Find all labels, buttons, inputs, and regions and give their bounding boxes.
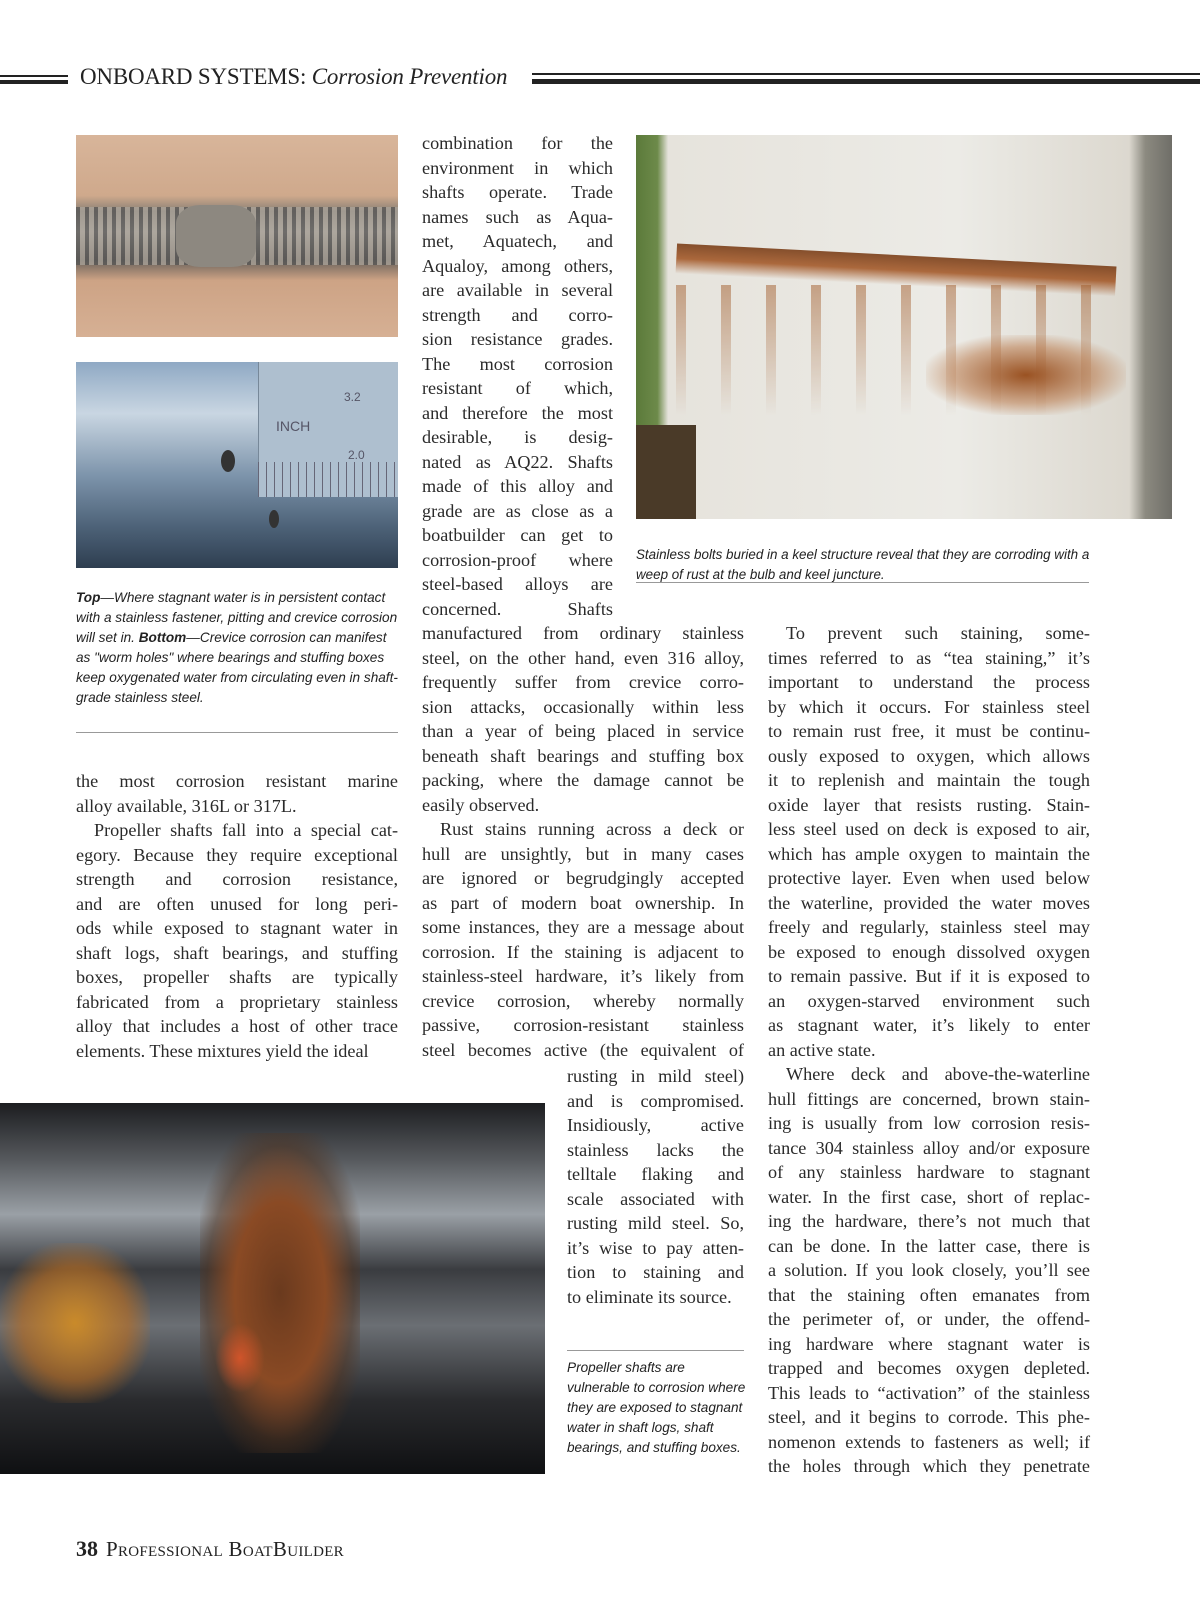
text-line: as stagnant water, it’s likely to enter	[768, 1015, 1090, 1035]
page-number: 38	[76, 1536, 98, 1561]
text-line: frequently suffer from crevice corro-	[422, 672, 744, 692]
caption-keel: Stainless bolts buried in a keel structure reveal that they are corroding with a weep of rust at the bulb and keel juncture.	[636, 547, 1090, 582]
text-line: are available in several	[422, 280, 613, 300]
section-topic: Corrosion Prevention	[311, 64, 508, 89]
text-line: less steel used on deck is exposed to air,	[768, 819, 1090, 839]
text-line: made of this alloy and	[422, 476, 613, 496]
text-line: strength and corro-	[422, 304, 613, 325]
text-line: to remain rust free, it must be continu-	[768, 721, 1090, 741]
text-line: rusting mild steel. So,	[567, 1213, 744, 1233]
text-line: than a year of being placed in service	[422, 721, 744, 741]
text-line: ods while exposed to stagnant water in	[76, 918, 398, 938]
photo-shaft-corrosion	[0, 1103, 545, 1474]
text-line: stainless lacks the	[567, 1139, 744, 1160]
text-line: nomenon extends to fasteners as well; if	[768, 1431, 1090, 1452]
text-line: times referred to as “tea staining,” it’s	[768, 647, 1090, 668]
caption-text: —Crevice corrosion can manifest as "worm holes" where bearings and stuffing boxes keep oxygenated water from circulating even in shaft-grade stainless steel.	[76, 630, 398, 705]
text-line: telltale flaking and	[567, 1164, 744, 1184]
text-line: steel, and it begins to corrode. This phe-	[768, 1407, 1090, 1427]
caption-text: —Where stagnant water is in persistent contact with a stainless fastener, pitting and crevice corrosion will set in.	[76, 590, 398, 645]
body-column-middle	[422, 621, 744, 1062]
header-rule	[532, 79, 1200, 84]
text-line: passive, corrosion-resistant stainless	[422, 1015, 744, 1035]
text-line: Propeller shafts fall into a special cat-	[94, 820, 398, 840]
text-line: manufactured from ordinary stainless	[422, 623, 744, 643]
text-line: and are often unused for long peri-	[76, 893, 398, 914]
header-rule	[0, 75, 68, 77]
caption-rule	[636, 582, 1089, 583]
text-line: Insidiously, active	[567, 1115, 744, 1135]
text-line: grade are as close as a	[422, 500, 613, 521]
caption-shaft: Propeller shafts are vulnerable to corrosion where they are exposed to stagnant water in shaft logs, shaft bearings, and stuffing boxes.	[567, 1360, 746, 1455]
text-line: sion attacks, occasionally within less	[422, 696, 744, 717]
text-line: stainless-steel hardware, it’s likely from	[422, 966, 744, 986]
text-line: Where deck and above-the-waterline	[786, 1064, 1090, 1084]
text-line: hull fittings are concerned, brown stain-	[768, 1088, 1090, 1109]
text-line: alloy that includes a host of other trace	[76, 1016, 398, 1036]
caption-rule	[567, 1350, 744, 1351]
text-line: scale associated with	[567, 1188, 744, 1209]
text-line: ing the hardware, there’s not much that	[768, 1211, 1090, 1231]
header-rule	[532, 73, 1200, 75]
text-line: an oxygen-starved environment such	[768, 990, 1090, 1011]
text-line: tion to staining and	[567, 1262, 744, 1282]
text-line: that the staining often emanates from	[768, 1284, 1090, 1305]
text-line: The most corrosion	[422, 353, 613, 374]
text-line: an active state.	[768, 1039, 876, 1060]
section-header	[0, 64, 1200, 94]
text-line: a solution. If you look closely, you’ll see	[768, 1260, 1090, 1280]
text-line: trapped and becomes oxygen depleted.	[768, 1358, 1090, 1378]
text-line: crevice corrosion, whereby normally	[422, 990, 744, 1011]
text-line: shaft logs, shaft bearings, and stuffing	[76, 942, 398, 963]
text-line: steel, on the other hand, even 316 alloy,	[422, 647, 744, 668]
photo-worm-holes	[76, 362, 398, 568]
text-line: water. In the first case, short of replac-	[768, 1186, 1090, 1207]
text-line: combination for the	[422, 133, 613, 153]
text-line: Aqualoy, among others,	[422, 255, 613, 276]
text-line: to remain passive. But if it is exposed to	[768, 966, 1090, 986]
ruler-label: 2.0	[348, 448, 365, 462]
body-column-middle-bottom	[567, 1064, 744, 1309]
text-line: easily observed.	[422, 794, 540, 815]
text-line: packing, where the damage cannot be	[422, 770, 744, 790]
text-line: concerned. Shafts	[422, 598, 613, 619]
text-line: tance 304 stainless alloy and/or exposure	[768, 1137, 1090, 1158]
text-line: and therefore the most	[422, 402, 613, 423]
body-column-right	[768, 621, 1090, 1479]
text-line: fabricated from a proprietary stainless	[76, 991, 398, 1012]
text-line: the holes through which they penetrate	[768, 1456, 1090, 1476]
text-line: are ignored or begrudgingly accepted	[422, 868, 744, 888]
body-column-left	[76, 769, 398, 1063]
text-line: To prevent such staining, some-	[786, 623, 1090, 643]
text-line: shafts operate. Trade	[422, 182, 613, 202]
ruler-label: 3.2	[344, 390, 361, 404]
photo-keel-rust	[636, 135, 1172, 519]
text-line: met, Aquatech, and	[422, 231, 613, 251]
text-line: nated as AQ22. Shafts	[422, 451, 613, 472]
text-line: strength and corrosion resistance,	[76, 869, 398, 889]
text-line: beneath shaft bearings and stuffing box	[422, 745, 744, 766]
text-line: names such as Aqua-	[422, 206, 613, 227]
text-line: oxide layer that resists rusting. Stain-	[768, 794, 1090, 815]
text-line: corrosion. If the staining is adjacent to	[422, 941, 744, 962]
caption-label: Top	[76, 590, 101, 605]
text-line: it to replenish and maintain the tough	[768, 770, 1090, 790]
ruler-label: INCH	[276, 418, 311, 434]
text-line: boatbuilder can get to	[422, 525, 613, 545]
text-line: sion resistance grades.	[422, 329, 613, 349]
text-line: corrosion-proof where	[422, 549, 613, 570]
text-line: and is compromised.	[567, 1090, 744, 1111]
page-footer	[76, 1536, 344, 1562]
photo-pitted-fastener	[76, 135, 398, 337]
text-line: important to understand the process	[768, 672, 1090, 692]
caption-label: Bottom	[138, 630, 187, 645]
text-line: ing hardware where stagnant water is	[768, 1333, 1090, 1354]
text-line: boxes, propeller shafts are typically	[76, 967, 398, 987]
body-column-middle-top	[422, 131, 613, 621]
caption-rule	[76, 732, 398, 733]
text-line: the waterline, provided the water moves	[768, 892, 1090, 913]
text-line: egory. Because they require exceptional	[76, 844, 398, 865]
publication-name: Professional BoatBuilder	[106, 1537, 344, 1561]
text-line: which has ample oxygen to maintain the	[768, 843, 1090, 864]
text-line: the most corrosion resistant marine	[76, 771, 398, 791]
text-line: This leads to “activation” of the stainless	[768, 1382, 1090, 1403]
text-line: of any stainless hardware to stagnant	[768, 1162, 1090, 1182]
text-line: environment in which	[422, 157, 613, 178]
header-rule	[0, 80, 68, 84]
text-line: hull are unsightly, but in many cases	[422, 843, 744, 864]
text-line: be exposed to enough dissolved oxygen	[768, 941, 1090, 962]
text-line: can be done. In the latter case, there is	[768, 1235, 1090, 1256]
text-line: protective layer. Even when used below	[768, 868, 1090, 888]
caption-left	[76, 588, 398, 708]
text-line: steel becomes active (the equivalent of	[422, 1039, 744, 1060]
text-line: some instances, they are a message about	[422, 917, 744, 937]
text-line: alloy available, 316L or 317L.	[76, 795, 297, 816]
text-line: resistant of which,	[422, 378, 613, 398]
text-line: desirable, is desig-	[422, 427, 613, 447]
text-line: freely and regularly, stainless steel may	[768, 917, 1090, 937]
text-line: ing is usually from low corrosion resis-	[768, 1113, 1090, 1133]
text-line: Rust stains running across a deck or	[440, 819, 744, 839]
header-title	[80, 64, 507, 90]
text-line: as part of modern boat ownership. In	[422, 892, 744, 913]
text-line: to eliminate its source.	[567, 1286, 732, 1307]
text-line: it’s wise to pay atten-	[567, 1237, 744, 1258]
text-line: steel-based alloys are	[422, 574, 613, 594]
section-name: ONBOARD SYSTEMS:	[80, 64, 307, 89]
text-line: ously exposed to oxygen, which allows	[768, 745, 1090, 766]
text-line: by which it occurs. For stainless steel	[768, 696, 1090, 717]
text-line: elements. These mixtures yield the ideal	[76, 1040, 369, 1061]
text-line: the perimeter of, or under, the offend-	[768, 1309, 1090, 1329]
text-line: rusting in mild steel)	[567, 1066, 744, 1086]
